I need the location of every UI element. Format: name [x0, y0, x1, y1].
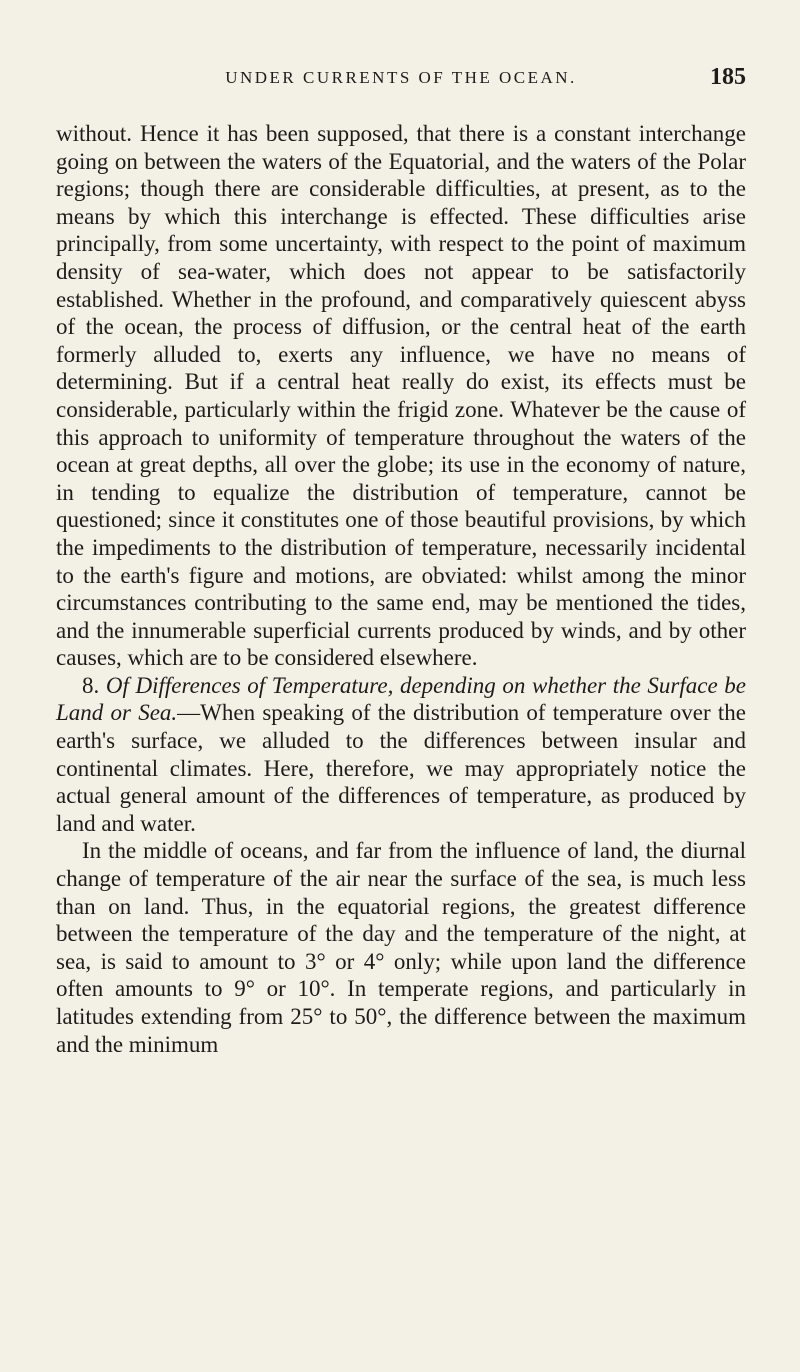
body-text: [56, 120, 746, 1058]
section-8-paragraph: [56, 672, 746, 838]
running-head: UNDER CURRENTS OF THE OCEAN.: [225, 68, 577, 87]
paragraph-continuation: without. Hence it has been supposed, that there is a constant interchange going on between the waters of the Equatorial, and the waters of the Polar regions; though there are considerable difficulties, at present, as to the means by which this interchange is effected. These difficulties arise principally, from some uncertainty, with respect to the point of maximum density of sea-water, which does not appear to be satisfactorily established. Whether in the profound, and comparatively quiescent abyss of the ocean, the process of diffusion, or the central heat of the earth formerly alluded to, exerts any influence, we have no means of determining. But if a central heat really do exist, its effects must be considerable, particularly within the frigid zone. Whatever be the cause of this approach to uniformity of temperature throughout the waters of the ocean at great depths, all over the globe; its use in the economy of nature, in tending to equalize the distribution of temperature, cannot be questioned; since it constitutes one of those beautiful provisions, by which the impediments to the distribution of temperature, necessarily incidental to the earth's figure and motions, are obviated: whilst among the minor circumstances contributing to the same end, may be mentioned the tides, and the innumerable superficial currents produced by winds, and by other causes, which are to be considered elsewhere.: [56, 121, 746, 671]
section-number: 8.: [82, 672, 100, 698]
section-text: —When speaking of the distribution of temperature over the earth's surface, we alluded to the differences between insular and continental climates. Here, therefore, we may appropriately notice the actual general amount of the differences of temperature, as produced by land and water.: [56, 700, 746, 836]
paragraph-oceans: In the middle of oceans, and far from the influence of land, the diurnal change of temperature of the air near the surface of the sea, is much less than on land. Thus, in the equatorial regions, the greatest difference between the temperature of the day and the temperature of the night, at sea, is said to amount to 3° or 4° only; while upon land the difference often amounts to 9° or 10°. In temperate regions, and particularly in latitudes extending from 25° to 50°, the difference between the maximum and the minimum: [56, 838, 746, 1057]
section-title: Of Differences of Temperature, depending on whether the Surface be Land or Sea.: [56, 672, 746, 726]
book-page: [56, 64, 746, 1058]
page-number: 185: [710, 64, 746, 90]
page-header: [56, 64, 746, 98]
